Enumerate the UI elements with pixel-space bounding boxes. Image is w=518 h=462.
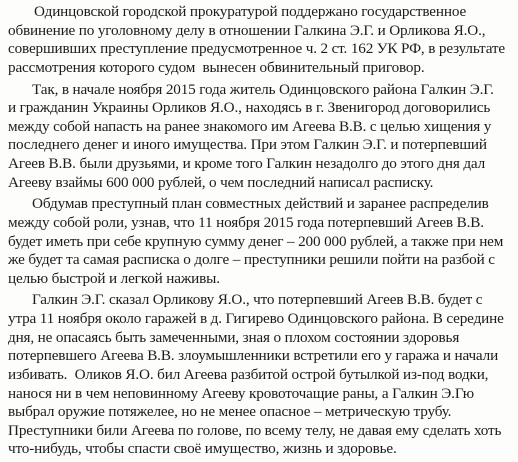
text-line: и гражданин Украины Орликов Я.О., находясь в г. Звенигород договорились: [8, 99, 491, 117]
text-line: Агеев В.В. были друзьями, и кроме того Галкин незадолго до этого дня дал: [8, 155, 486, 172]
text-line: будет иметь при себе крупную сумму денег – 200 000 рублей, а также при нем: [8, 232, 504, 250]
text-line: утра 11 ноября около гаражей в д. Гигирево Одинцовского района. В середине: [8, 310, 504, 327]
text-line: что-нибудь, чтобы спасти своё имущество, жизнь и здоровье.: [8, 440, 397, 458]
text-line: же будет та самая расписка о долге – преступники решили пойти на разбой с: [8, 251, 495, 269]
text-line: дня, не опасаясь быть замеченными, зная о плохом состоянии здоровья: [8, 328, 460, 346]
text-line: избивать. Оликов Я.О. бил Агеева разбитой острой бутылкой из-под водки,: [8, 365, 489, 383]
text-line: нанося ни в чем неповинному Агееву кровоточащие раны, а Галкин Э.Гю: [8, 384, 474, 402]
text-line: выбрал оружие потяжелее, но не менее опасное – метрическую трубу.: [8, 403, 452, 421]
text-line: рассмотрения которого судом вынесен обвинительный приговор.: [8, 58, 425, 76]
text-line: Так, в начале ноября 2015 года житель Одинцовского района Галкин Э.Г.: [32, 80, 494, 98]
text-line: потерпевшего Агеева В.В. злоумышленники встретили его у гаража и начали: [8, 347, 499, 365]
text-line: Преступники били Агеева по голове, по всему телу, не давая ему сделать хоть: [8, 421, 502, 439]
text-line: Агееву взаймы 600 000 рублей, о чем последний написал расписку.: [8, 173, 434, 191]
text-line: целью быстрой и легкой наживы.: [8, 269, 220, 287]
text-line: последнего денег и иного имущества. При этом Галкин Э.Г. и потерпевший: [8, 136, 487, 154]
text-line: между собой напасть на ранее знакомого им Агеева В.В. с целью хищения у: [8, 117, 492, 135]
text-line: Галкин Э.Г. сказал Орликову Я.О., что потерпевший Агеев В.В. будет с: [32, 291, 483, 309]
text-line: Одинцовской городской прокуратурой поддержано государственное: [34, 3, 467, 20]
text-line: между собой роли, узнав, что 11 ноября 2015 года потерпевший Агеев В.В.: [8, 213, 484, 231]
text-line: Обдумав преступный план совместных действий и заранее распределив: [32, 195, 489, 213]
text-line: совершивших преступление предусмотренное ч. 2 ст. 162 УК РФ, в результате: [8, 40, 505, 58]
text-line: обвинение по уголовному делу в отношении Галкина Э.Г. и Орликова Я.О.,: [8, 21, 486, 39]
